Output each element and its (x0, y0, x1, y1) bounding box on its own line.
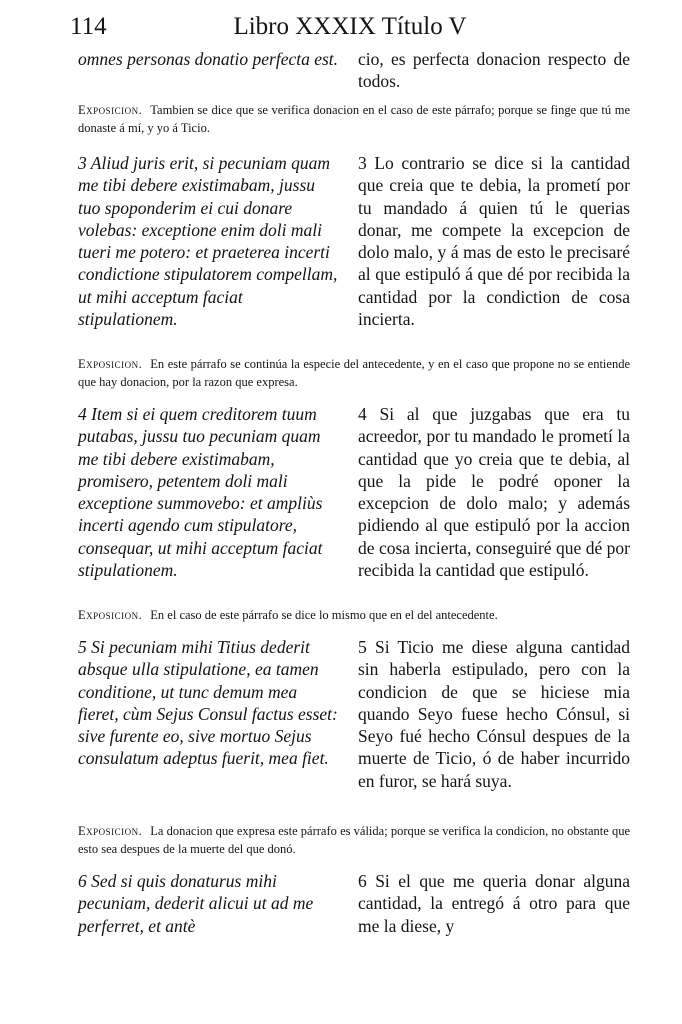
parallel-text-block (78, 152, 630, 347)
running-title: Libro XXXIX Título V (233, 13, 467, 40)
exposicion-text: En el caso de este párrafo se dice lo mismo que en el del antecedente. (150, 608, 498, 622)
latin-text: 6 Sed si quis donaturus mihi pecuniam, dederit alicui ut ad me perferret, et antè (78, 871, 314, 936)
exposicion-note (78, 823, 630, 858)
spanish-text: 6 Si el que me queria donar alguna cantidad, la entregó á otro para que me la diese, y (358, 871, 630, 936)
exposicion-label: Exposicion. (78, 608, 143, 622)
exposicion-label: Exposicion. (78, 357, 143, 371)
latin-text: omnes personas donatio perfecta est. (78, 49, 339, 69)
spanish-text: 4 Si al que juzgabas que era tu acreedor, por tu mandado le prometí la cantidad que yo creia que te debia, al que la pide le podré oponer la excepcion de dolo malo; y además pidiendo al que estipuló por la accion de cosa incierta, conseguiré que dé por recibida la cantidad que estipuló. (358, 404, 630, 581)
exposicion-text: La donacion que expresa este párrafo es válida; porque se verifica la condicion, no obstante que esto sea despues de la muerte del que donó. (78, 824, 630, 856)
spanish-text: 3 Lo contrario se dice si la cantidad que creia que te debia, la prometí por tu mandado á quien tú le querias donar, me compete la excepcion de dolo malo, y á mas de esto le precisaré al que estipuló á que dé por recibida la cantidad por la condiction de cosa incierta. (358, 153, 630, 330)
parallel-text-block (78, 48, 630, 94)
spanish-text: cio, es perfecta donacion respecto de todos. (358, 49, 630, 92)
running-header (70, 10, 630, 44)
latin-text: 4 Item si ei quem creditorem tuum putabas, jussu tuo pecuniam quam me tibi debere existimabam, promisero, petentem doli mali exceptione summovebo: et ampliùs incerti agendo cum stipulatore, consequar, ut mihi acceptum faciat stipulationem. (78, 404, 323, 581)
exposicion-note (78, 356, 630, 391)
exposicion-note (78, 607, 630, 625)
parallel-text-block (78, 636, 630, 816)
exposicion-note (78, 102, 630, 137)
latin-text: 5 Si pecuniam mihi Titius dederit absque ulla stipulatione, ea tamen conditione, ut tunc demum mea fieret, cùm Sejus Consul factus esset: sive furente eo, sive mortuo Sejus consulatum adeptus fuerit, mea fiet. (78, 637, 338, 769)
exposicion-label: Exposicion. (78, 824, 143, 838)
parallel-text-block (78, 403, 630, 598)
exposicion-text: Tambien se dice que se verifica donacion en el caso de este párrafo; porque se finge que tú me donaste á mí, y yo á Ticio. (78, 103, 630, 135)
page-number: 114 (70, 13, 107, 40)
latin-text: 3 Aliud juris erit, si pecuniam quam me tibi debere existimabam, jussu tuo spoponderim ei cui donare volebas: exceptione enim doli mali tueri me potero: et praeterea incerti condictione stipulatorem compellam, ut mihi acceptum faciat stipulationem. (78, 153, 338, 330)
exposicion-text: En este párrafo se continúa la especie del antecedente, y en el caso que propone no se entiende que hay donacion, por la razon que expresa. (78, 357, 630, 389)
parallel-text-block (78, 870, 630, 950)
exposicion-label: Exposicion. (78, 103, 143, 117)
spanish-text: 5 Si Ticio me diese alguna cantidad sin haberla estipulado, pero con la condicion de que se hiciese mia quando Seyo fuese hecho Cónsul, si Seyo fué hecho Cónsul despues de la muerte de Ticio, ó de haber incurrido en furor, se hará suya. (358, 637, 630, 791)
